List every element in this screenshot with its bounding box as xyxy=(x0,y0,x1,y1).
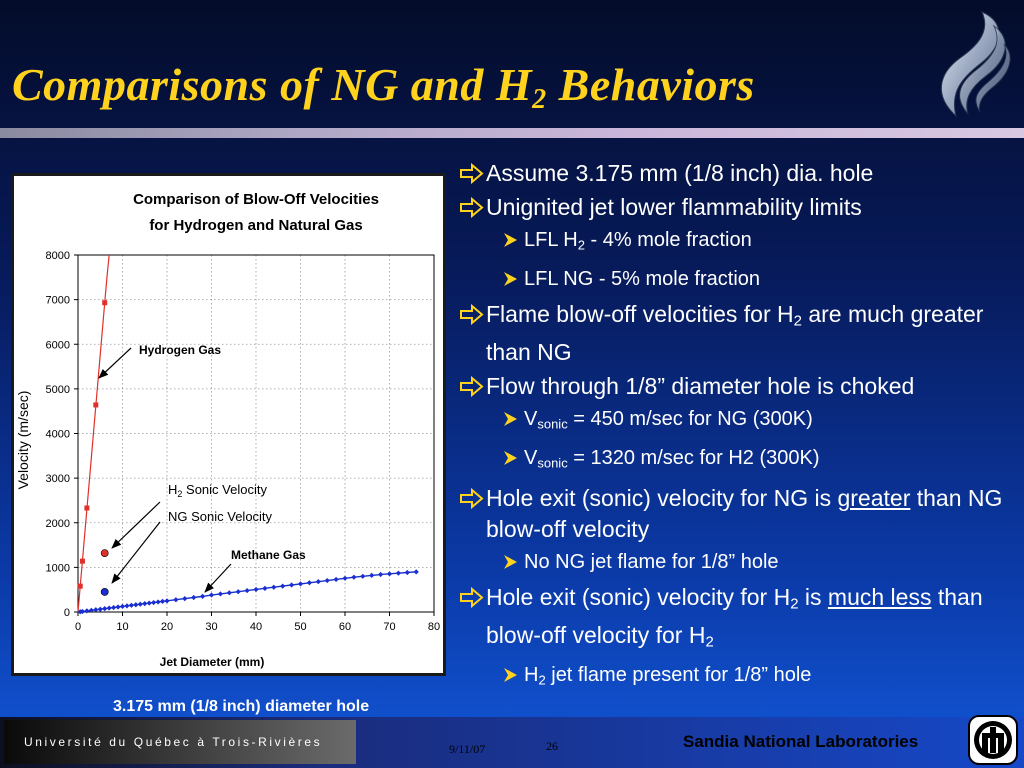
data-point xyxy=(342,576,347,581)
chart-caption: 3.175 mm (1/8 inch) diameter hole xyxy=(113,698,370,715)
slide-title xyxy=(12,58,755,116)
bullet-text: Hole exit (sonic) velocity for H xyxy=(486,584,791,611)
data-point xyxy=(334,577,339,582)
data-point xyxy=(289,582,294,587)
y-tick-label: 1000 xyxy=(45,562,70,575)
subscript: 2 xyxy=(538,672,546,688)
subbullet-no-ng-flame xyxy=(455,548,1015,576)
y-tick-label: 3000 xyxy=(45,473,70,486)
bullet-hole-size xyxy=(455,158,1015,189)
chart-title-line1: Comparison of Blow-Off Velocities xyxy=(133,191,379,208)
triangle-arrow-icon xyxy=(501,444,521,472)
y-tick-label: 5000 xyxy=(45,383,70,396)
subscript: sonic xyxy=(537,416,568,432)
data-point xyxy=(101,588,108,595)
data-point xyxy=(80,559,85,564)
series-h2-sonic-velocity xyxy=(101,549,108,556)
data-point xyxy=(298,581,303,586)
subscript: 2 xyxy=(705,633,714,651)
data-point xyxy=(396,571,401,576)
x-tick-label: 80 xyxy=(427,621,441,633)
bullet-text: Assume 3.175 mm (1/8 inch) dia. hole xyxy=(486,160,874,186)
footer-date: 9/11/07 xyxy=(449,742,486,756)
data-point xyxy=(133,602,138,607)
annotation-h2-sonic: $H_2$ Sonic Velocity xyxy=(168,482,267,499)
annotation-arrow-methane xyxy=(205,564,231,592)
bullet-h2-exit-velocity xyxy=(455,582,1015,657)
subbullet-text: = 450 m/sec for NG (300K) xyxy=(567,407,813,430)
bullet-text: Flame blow-off velocities for H xyxy=(486,301,794,328)
outline-arrow-icon xyxy=(459,192,485,223)
data-point xyxy=(182,596,187,601)
subbullet-text: V xyxy=(524,407,538,430)
y-tick-label: 4000 xyxy=(45,428,70,441)
bullet-choked-flow xyxy=(455,371,1015,402)
data-point xyxy=(78,584,83,589)
data-point xyxy=(98,607,103,612)
data-point xyxy=(102,606,107,611)
data-point xyxy=(129,603,134,608)
data-point xyxy=(351,575,356,580)
subbullet-lfl-h2 xyxy=(455,226,1015,259)
data-point xyxy=(307,580,312,585)
subbullet-text: LFL NG - 5% mole fraction xyxy=(524,268,761,291)
data-point xyxy=(115,604,120,609)
blowoff-velocity-chart xyxy=(14,176,443,673)
data-point xyxy=(378,572,383,577)
annotation-hydrogen-gas: Hydrogen Gas xyxy=(139,343,222,357)
triangle-arrow-icon xyxy=(501,226,521,254)
data-point xyxy=(84,608,89,613)
outline-arrow-icon xyxy=(459,158,485,189)
swoosh-logo-icon xyxy=(920,8,1020,120)
subbullet-text: LFL H xyxy=(524,229,578,251)
title-text: Comparisons of NG and H xyxy=(12,59,533,110)
data-point xyxy=(280,584,285,589)
data-point xyxy=(101,549,108,556)
outline-arrow-icon xyxy=(459,371,485,402)
data-point xyxy=(316,579,321,584)
x-tick-label: 70 xyxy=(383,621,396,633)
series-methane-gas xyxy=(78,569,419,614)
x-axis-label: Jet Diameter (mm) xyxy=(159,655,265,669)
bullet-ng-exit-velocity xyxy=(455,483,1015,545)
data-point xyxy=(156,599,161,604)
data-point xyxy=(107,605,112,610)
sandia-logo-icon xyxy=(968,715,1018,765)
data-point xyxy=(253,587,258,592)
x-tick-label: 10 xyxy=(116,621,129,633)
data-point xyxy=(138,602,143,607)
data-point xyxy=(84,506,89,511)
y-tick-label: 8000 xyxy=(45,250,70,262)
bullet-text: Unignited jet lower flammability limits xyxy=(486,194,862,220)
y-axis-label: Velocity (m/sec) xyxy=(15,390,31,490)
data-point xyxy=(262,586,267,591)
university-name: Université du Québec à Trois-Rivières xyxy=(24,735,323,749)
page-number: 26 xyxy=(546,739,558,753)
subbullet-text: V xyxy=(524,447,538,470)
outline-arrow-icon xyxy=(459,483,485,514)
bullet-flammability-limits xyxy=(455,192,1015,223)
data-point xyxy=(164,598,169,603)
chart-panel xyxy=(11,173,446,676)
data-point xyxy=(173,597,178,602)
x-tick-label: 20 xyxy=(160,621,174,633)
subscript: 2 xyxy=(790,596,799,614)
subscript: sonic xyxy=(537,455,568,471)
bullet-blowoff-velocities xyxy=(455,299,1015,368)
subbullet-text: - 4% mole fraction xyxy=(584,229,752,251)
data-point xyxy=(102,300,107,305)
subbullet-text: jet flame present for 1/8” hole xyxy=(545,663,812,686)
bullet-text: Flow through 1/8” diameter hole is choked xyxy=(486,372,915,399)
data-point xyxy=(200,594,205,599)
subbullet-vsonic-h2 xyxy=(455,444,1015,477)
subbullet-vsonic-ng xyxy=(455,405,1015,438)
annotation-methane-gas: Methane Gas xyxy=(231,548,306,562)
x-tick-label: 40 xyxy=(249,621,263,633)
data-point xyxy=(360,574,365,579)
subbullet-text: No NG jet flame for 1/8” hole xyxy=(524,551,779,574)
y-tick-label: 7000 xyxy=(45,294,70,307)
x-tick-label: 30 xyxy=(205,621,218,633)
annotation-arrow-hydrogen xyxy=(99,348,131,378)
subbullet-h2-flame-present xyxy=(455,661,1015,694)
university-banner xyxy=(4,720,356,764)
x-axis-ticks xyxy=(75,612,440,633)
y-tick-label: 0 xyxy=(63,607,70,619)
triangle-arrow-icon xyxy=(501,265,521,293)
data-point xyxy=(151,600,156,605)
subbullet-text: H xyxy=(524,663,539,686)
subbullet-text: = 1320 m/sec for H2 (300K) xyxy=(567,447,820,470)
bullet-text: than NG blow-off velocity xyxy=(486,485,1003,543)
y-tick-label: 6000 xyxy=(45,339,70,352)
title-subscript: 2 xyxy=(532,84,547,115)
title-divider xyxy=(0,128,1024,138)
triangle-arrow-icon xyxy=(501,661,521,689)
x-tick-label: 50 xyxy=(294,621,307,633)
bullet-list xyxy=(455,158,1015,700)
data-point xyxy=(218,591,223,596)
data-point xyxy=(387,571,392,576)
annotation-ng-sonic: NG Sonic Velocity xyxy=(168,509,273,524)
bullet-text: are much greater than NG xyxy=(486,301,984,365)
data-point xyxy=(405,570,410,575)
bullet-emphasis: greater xyxy=(837,485,911,512)
x-tick-label: 0 xyxy=(74,621,82,633)
title-text-suffix: Behaviors xyxy=(546,59,755,110)
subscript: 2 xyxy=(577,237,585,253)
bullet-text: Hole exit (sonic) velocity for NG is xyxy=(486,485,838,512)
data-point xyxy=(245,588,250,593)
subscript: 2 xyxy=(793,312,802,330)
data-point xyxy=(147,600,152,605)
data-point xyxy=(236,589,241,594)
data-point xyxy=(120,604,125,609)
data-point xyxy=(271,585,276,590)
bullet-text: than blow-off velocity for H xyxy=(486,584,983,649)
y-tick-label: 2000 xyxy=(45,517,70,530)
bullet-text: is xyxy=(798,584,828,611)
bullet-emphasis: much less xyxy=(827,584,932,611)
annotation-arrow-ng-sonic xyxy=(112,522,160,583)
chart-title-line2: for Hydrogen and Natural Gas xyxy=(149,217,363,234)
subbullet-lfl-ng xyxy=(455,265,1015,293)
triangle-arrow-icon xyxy=(501,405,521,433)
organization-name: Sandia National Laboratories xyxy=(683,732,919,751)
data-point xyxy=(414,569,419,574)
outline-arrow-icon xyxy=(459,299,485,330)
data-point xyxy=(160,599,165,604)
data-point xyxy=(227,590,232,595)
x-tick-label: 60 xyxy=(338,621,352,633)
y-axis-ticks xyxy=(46,250,78,619)
series-ng-sonic-velocity xyxy=(101,588,108,595)
data-point xyxy=(209,592,214,597)
data-point xyxy=(124,603,129,608)
outline-arrow-icon xyxy=(459,582,485,613)
data-point xyxy=(142,601,147,606)
annotation-arrow-h2-sonic xyxy=(112,502,160,548)
data-point xyxy=(111,605,116,610)
data-point xyxy=(93,402,98,407)
triangle-arrow-icon xyxy=(501,548,521,576)
data-point xyxy=(369,573,374,578)
data-point xyxy=(191,595,196,600)
data-point xyxy=(325,578,330,583)
